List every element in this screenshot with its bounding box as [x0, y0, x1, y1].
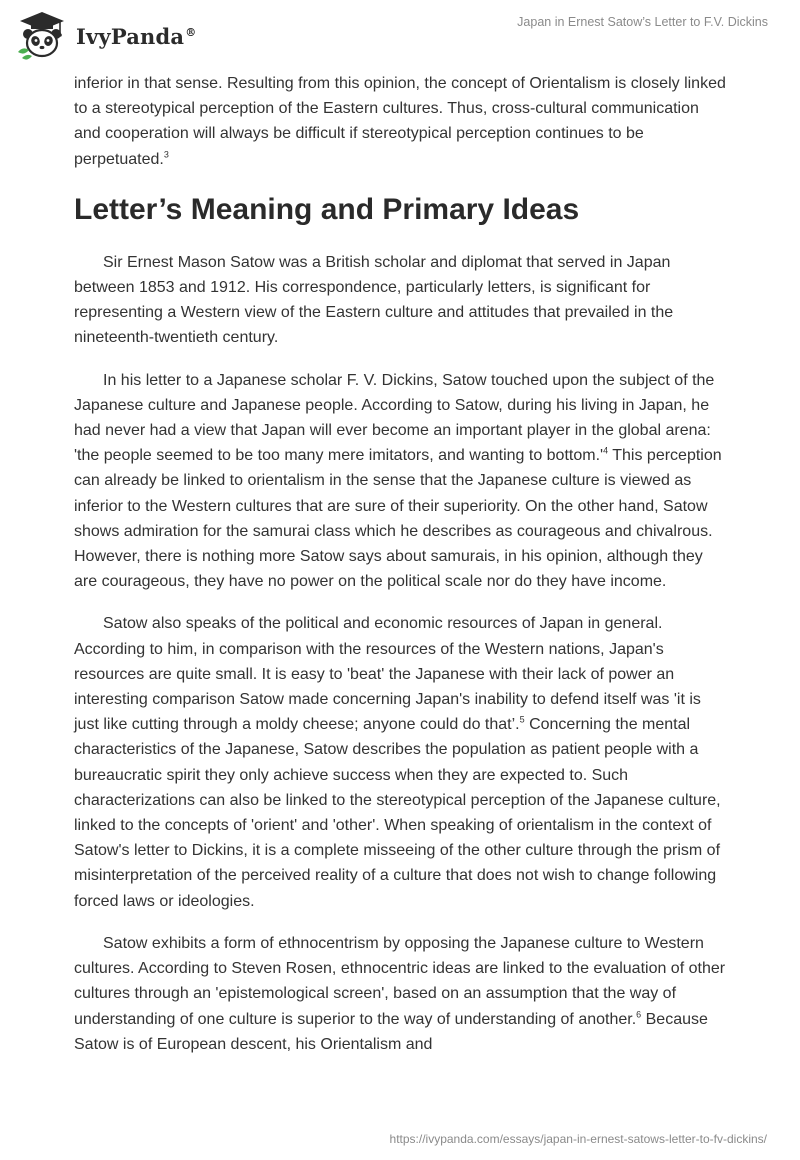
- essay-content: [74, 71, 726, 1074]
- intro-paragraph: inferior in that sense. Resulting from this opinion, the concept of Orientalism is closely linked to a stereotypical perception of the Eastern cultures. Thus, cross-cultural communication and cooperation will always be difficult if stereotypical perception continues to be perpetuated.$^3$: [74, 75, 726, 168]
- footnote-3[interactable]: 3: [163, 149, 169, 160]
- source-url-link[interactable]: https://ivypanda.com/essays/japan-in-ernest-satows-letter-to-fv-dickins/: [389, 1132, 767, 1146]
- paragraph-1: Sir Ernest Mason Satow was a British scholar and diplomat that served in Japan between 1853 and 1912. His correspondence, particularly letters, is significant for representing a Western view of the Eastern culture and attitudes that prevailed in the nineteenth-twentieth century.: [74, 253, 674, 347]
- ivypanda-logo[interactable]: [14, 8, 196, 64]
- footnote-5[interactable]: 5: [519, 714, 525, 725]
- paragraph-3: Satow also speaks of the political and economic resources of Japan in general. According to him, in comparison with the resources of the Western nations, Japan's resources are quite small. It is easy to 'beat' the Japanese with their lack of power an interesting comparison Satow made concerning Japan's inability to defend itself was 'it is just like cutting through a moldy cheese; anyone could do that’.$^5$ Concerning the mental characteristics of the Japanese, Satow describes the population as patient people with a bureaucratic spirit they only achieve success when they are expected to. Such characterizations can also be linked to the stereotypical perception of the Japanese culture, linked to the concepts of 'orient' and 'other'. When speaking of orientalism in the context of Satow's letter to Dickins, it is a complete misseeing of the other culture through the prism of misinterpretation of the perceived reality of a culture that does not wish to change following forced laws or ideologies.: [74, 615, 721, 910]
- panda-graduate-icon: [14, 8, 70, 64]
- paragraph-4: Satow exhibits a form of ethnocentrism by opposing the Japanese culture to Western cultures. According to Steven Rosen, ethnocentric ideas are linked to the evaluation of other cultures through an 'epistemological screen', based on an assumption that the way of understanding of one culture is superior to the way of understanding of another.$^6$ Because Satow is of European descent, his Orientalism and: [74, 934, 726, 1053]
- page-header: [0, 0, 800, 70]
- footnote-4[interactable]: 4: [603, 445, 609, 456]
- brand-name: IvyPanda®: [76, 23, 197, 49]
- registered-mark: ®: [185, 25, 197, 39]
- section-heading: Letter’s Meaning and Primary Ideas: [74, 192, 580, 226]
- document-title: Japan in Ernest Satow’s Letter to F.V. Dickins: [517, 15, 768, 29]
- paragraph-2: In his letter to a Japanese scholar F. V. Dickins, Satow touched upon the subject of the Japanese culture and Japanese people. According to Satow, during his living in Japan, he had never had a view that Japan will ever become an important player in the global arena: 'the people seemed to be too many mere imitators, and wanting to bottom.'$^4$ This perception can already be linked to orientalism in the sense that the Japanese culture is viewed as inferior to the Western cultures that are sure of their superiority. On the other hand, Satow shows admiration for the samurai class which he describes as courageous and chivalrous. However, there is nothing more Satow says about samurais, in his opinion, although they are courageous, they have no power on the political scale nor do they have income.: [74, 371, 722, 591]
- footnote-6[interactable]: 6: [636, 1009, 642, 1020]
